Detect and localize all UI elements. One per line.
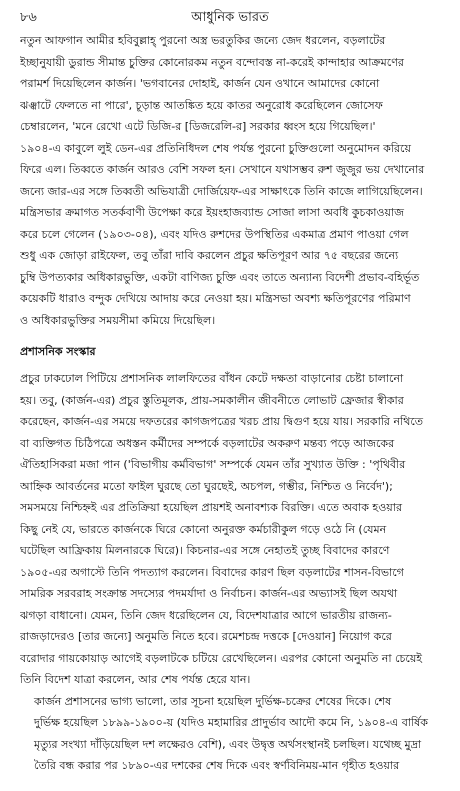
- text-line: সামরিক সরবরাহ সংক্রান্ত সদস্যের পদমর্যাদা ও নির্বাচন। কার্জন-এর অভ্যাসই ছিল অযথা: [20, 587, 398, 600]
- text-line: ঘটেছিল আফ্রিকায় মিলনারকে ঘিরে)। কিচনার-এর সঙ্গে নেহাতই তুচ্ছ বিবাদের কারণে: [20, 544, 390, 557]
- text-line: ১৯০৫-এর অগাস্টে তিনি পদত্যাগ করলেন। বিবাদের কারণ ছিল বড়লাটের শাসন-বিভাগে: [20, 565, 404, 579]
- text-line: বা ব্যক্তিগত চিঠিপত্রে অধস্তন কর্মীদের সম্পর্কে বড়লাটের অকরুণ মন্তব্য পড়ে আজকের: [20, 436, 395, 450]
- text-line: করে চলে গেলেন (১৯০৩-০৪), এবং যদিও রুশদের উপস্থিতির একমাত্র প্রমাণ পাওয়া গেল: [20, 227, 409, 241]
- text-line: হয়। তবু, (কার্জন-এর) প্রচুর স্তুতিমূলক, প্রায়-সমকালীন জীবনীতে লোভাট ফ্রেজার স্বীকার: [20, 393, 404, 407]
- text-line: ১৯০৪-এ কাবুলে লুই ডেন-এর প্রতিনিধিদল শেষ পর্যন্ত পুরনো চুক্তিগুলো অনুমোদন করিয়ে: [20, 141, 411, 155]
- text-line: করেছেন, কার্জন-এর সময়ে দফতরের কাগজপত্রের খরচ প্রায় দ্বিগুণ হয়ে যায়। সরকারি নথিতে: [20, 415, 423, 428]
- text-line: আহ্নিক আবর্তনের মতো ফাইল ঘুরছে তো ঘুরছেই, অচপল, গম্ভীর, নিশ্চিত ও নির্বেদ');: [20, 479, 393, 493]
- text-line: কিছু নেই যে, ভারতে কার্জনকে ঘিরে কোনো অনুরক্ত কর্মচারীকুল গড়ে ওঠে নি (যেমন: [20, 522, 387, 536]
- page-number: ৮৬: [20, 10, 37, 25]
- running-title: আধুনিক ভারত: [191, 10, 269, 25]
- text-line: তিনি বিদেশ যাত্রা করলেন, আর শেষ পর্যন্ত হেরে যান।: [20, 673, 251, 686]
- page-header: [20, 8, 440, 26]
- text-line: তৈরি বন্ধ করার পর ১৮৯০-এর দশকের শেষ দিকে এবং স্বর্ণবিনিময়-মান গৃহীত হওয়ার: [34, 759, 400, 772]
- text-line: দুর্ভিক্ষ হয়েছিল ১৮৯৯-১৯০০-য় (যদিও মহামারির প্রাদুর্ভাব আদৌ কমে নি, ১৯০৪-এ বার্ষিক: [34, 716, 428, 729]
- text-line: প্রচুর ঢাকঢোল পিটিয়ে প্রশাসনিক লালফিতের বাঁধন কেটে দক্ষতা বাড়ানোর চেষ্টা চালানো: [20, 372, 404, 385]
- paragraph-famine: [20, 691, 440, 777]
- text-line: ঝঞ্ঝাটে ফেলতে না পারে', চূড়ান্ত আতঙ্কিত হয়ে কাতর অনুরোধ করেছিলেন জোসেফ: [20, 98, 383, 112]
- text-line: নতুন আফগান আমীর হবিবুল্লাহ্‌ পুরনো অস্ত্র ভরতুকির জন্যে জেদ ধরলেন, বড়লাটের: [20, 34, 386, 47]
- text-line: চুম্বি উপত্যকার অধিকারভুক্তি, একটা বাণিজ্য চুক্তি এবং তাতে অন্যান্য বিদেশী প্রভাব-বহির্ভূত: [20, 270, 420, 284]
- text-line: ইচ্ছানুযায়ী ডুরান্ড সীমান্ত চুক্তির কোনোরকম নতুন বন্দোবস্ত না-করেই কান্দাহার আক্রমণের: [20, 55, 404, 69]
- text-line: সমসময়ে নিশ্চিহ্নই এর প্রতিক্রিয়া হয়েছিল প্রায়শই অনাবশ্যক বিরক্তি। এতে অবাক হওয়ার: [20, 501, 403, 514]
- text-line: রাজড়াদেরও [তার জন্যে] অনুমতি নিতে হবে। রমেশচন্দ্র দত্তকে [দেওয়ান] নিয়োগ করে: [20, 630, 392, 643]
- text-line: মৃত্যুর সংখ্যা দাঁড়িয়েছিল দশ লক্ষেরও বেশি), এবং উদ্বৃত্ত অর্থসংস্থানই চলছিল। যথেচ্ছ মুদ্রা: [34, 737, 422, 751]
- text-line: কয়েকটি ধারাও বন্দুক দেখিয়ে আদায় করে নেওয়া হয়। মন্ত্রিসভা অবশ্য ক্ষতিপূরণের পরিমাণ: [20, 292, 411, 305]
- text-line: শুধু এক জোড়া রাইফেল, তবু তাঁরা দাবি করলেন প্রচুর ক্ষতিপূরণ আর ৭৫ বছরের জন্যে: [20, 249, 399, 262]
- text-line: মন্ত্রিসভার ক্রমাগত সতর্কবাণী উপেক্ষা করে ইয়ংহাজব্যান্ড সোজা লাসা অবধি কুচকাওয়াজ: [20, 206, 404, 219]
- text-line: ঐতিহাসিকরা মজা পান ('বিভাগীয় কর্মবিভাগ' সম্পর্কে যেমন তাঁর সুখ্যাত উক্তি : 'পৃথিবীর: [20, 458, 406, 471]
- section-heading: প্রশাসনিক সংস্কার: [20, 345, 96, 358]
- paragraph-afghan-tibet: [20, 30, 440, 331]
- text-line: চেম্বারলেন, 'মনে রেখো এটে ডিজি-র [ডিজরেলি-র] সরকার ধ্বংস হয়ে গিয়েছিল।': [20, 120, 376, 133]
- paragraph-administration: [20, 368, 440, 691]
- text-line: কার্জন প্রশাসনের ভাগ্য ভালো, তার সূচনা হয়েছিল দুর্ভিক্ষ-চক্রের শেষের দিকে। শেষ: [34, 694, 392, 708]
- text-line: বরোদার গায়কোয়াড় আগেই বড়লাটকে চটিয়ে রেখেছিলেন। এরপর কোনো অনুমতি না চেয়েই: [20, 651, 423, 665]
- text-line: ঝগড়া বাধানো। যেমন, তিনি জেদ ধরেছিলেন যে, বিদেশযাত্রার আগে ভারতীয় রাজন্য-: [20, 608, 392, 622]
- text-line: জন্যে জার-এর সঙ্গে তিব্বতী অভিযাত্রী দোর্জিয়েফ-এর সাক্ষাৎকে তিনি কাজে লাগিয়েছিলেন।: [20, 184, 423, 198]
- text-line: পরামর্শ দিয়েছিলেন কার্জন। 'ভগবানের দোহাই, কার্জন যেন ওখানে আমাদের কোনো: [20, 77, 380, 90]
- text-line: ও অধিকারভুক্তির সময়সীমা কমিয়ে দিয়েছিল।: [20, 313, 216, 327]
- text-line: ফিরে এল। তিব্বতে কার্জন আরও বেশি সফল হন। সেখানে যথাসম্ভব রুশ জুজুর ভয় দেখানোর: [20, 163, 425, 176]
